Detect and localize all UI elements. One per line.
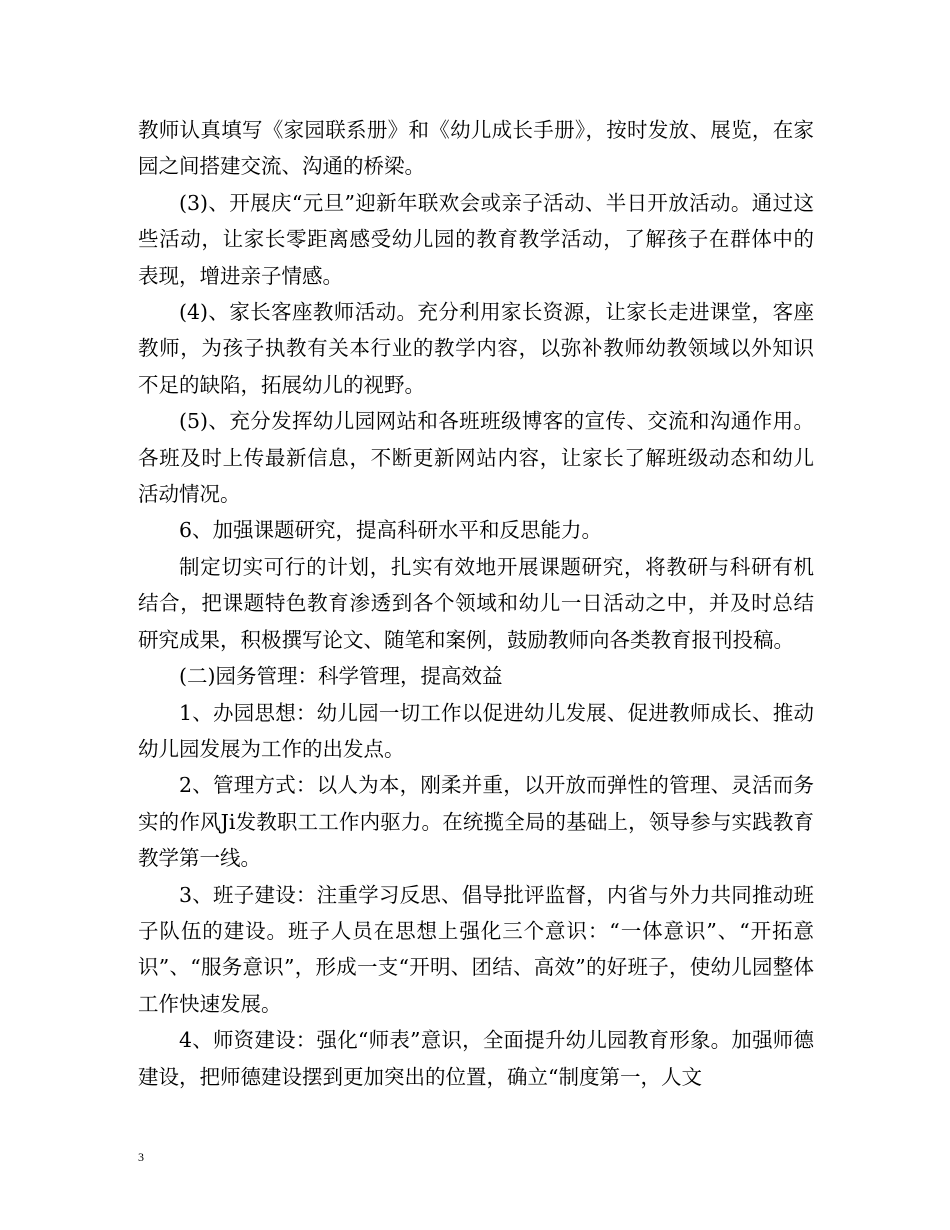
paragraph-website-blog: (5)、充分发挥幼儿园网站和各班班级博客的宣传、交流和沟通作用。各班及时上传最新信息，不断更新网站内容，让家长了解班级动态和幼儿活动情况。 bbox=[138, 409, 814, 507]
section-heading-management: (二)园务管理：科学管理，提高效益 bbox=[179, 664, 503, 689]
paragraph-management-style: 2、管理方式：以人为本，刚柔并重，以开放而弹性的管理、灵活而务实的作风Ji发教职工工作内驱力。在统揽全局的基础上，领导参与实践教育教学第一线。 bbox=[138, 773, 814, 871]
paragraph-school-philosophy: 1、办园思想：幼儿园一切工作以促进幼儿发展、促进教师成长、推动幼儿园发展为工作的出发点。 bbox=[138, 700, 814, 761]
paragraph-research-plan: 制定切实可行的计划，扎实有效地开展课题研究，将教研与科研有机结合，把课题特色教育渗透到各个领域和幼儿一日活动之中，并及时总结研究成果，积极撰写论文、随笔和案例，鼓励教师向各类教育报刊投稿。 bbox=[138, 554, 814, 652]
paragraph-teacher-development: 4、师资建设：强化“师表”意识，全面提升幼儿园教育形象。加强师德建设，把师德建设摆到更加突出的位置，确立“制度第一，人文 bbox=[138, 1028, 814, 1089]
paragraph-family-contact-records: 教师认真填写《家园联系册》和《幼儿成长手册》，按时发放、展览，在家园之间搭建交流、沟通的桥梁。 bbox=[138, 118, 814, 179]
paragraph-leadership-team: 3、班子建设：注重学习反思、倡导批评监督，内省与外力共同推动班子队伍的建设。班子人员在思想上强化三个意识：“一体意识”、“开拓意识”、“服务意识”，形成一支“开明、团结、高效”的好班子，使幼儿园整体工作快速发展。 bbox=[138, 882, 814, 1016]
paragraph-new-year-activities: (3)、开展庆“元旦”迎新年联欢会或亲子活动、半日开放活动。通过这些活动，让家长零距离感受幼儿园的教育教学活动，了解孩子在群体中的表现，增进亲子情感。 bbox=[138, 190, 814, 288]
document-body bbox=[138, 112, 814, 1095]
paragraph-research-heading: 6、加强课题研究，提高科研水平和反思能力。 bbox=[179, 518, 603, 543]
paragraph-parent-guest-teacher: (4)、家长客座教师活动。充分利用家长资源，让家长走进课堂，客座教师，为孩子执教有关本行业的教学内容，以弥补教师幼教领域以外知识不足的缺陷，拓展幼儿的视野。 bbox=[138, 300, 814, 397]
page-number: 3 bbox=[138, 1150, 144, 1164]
